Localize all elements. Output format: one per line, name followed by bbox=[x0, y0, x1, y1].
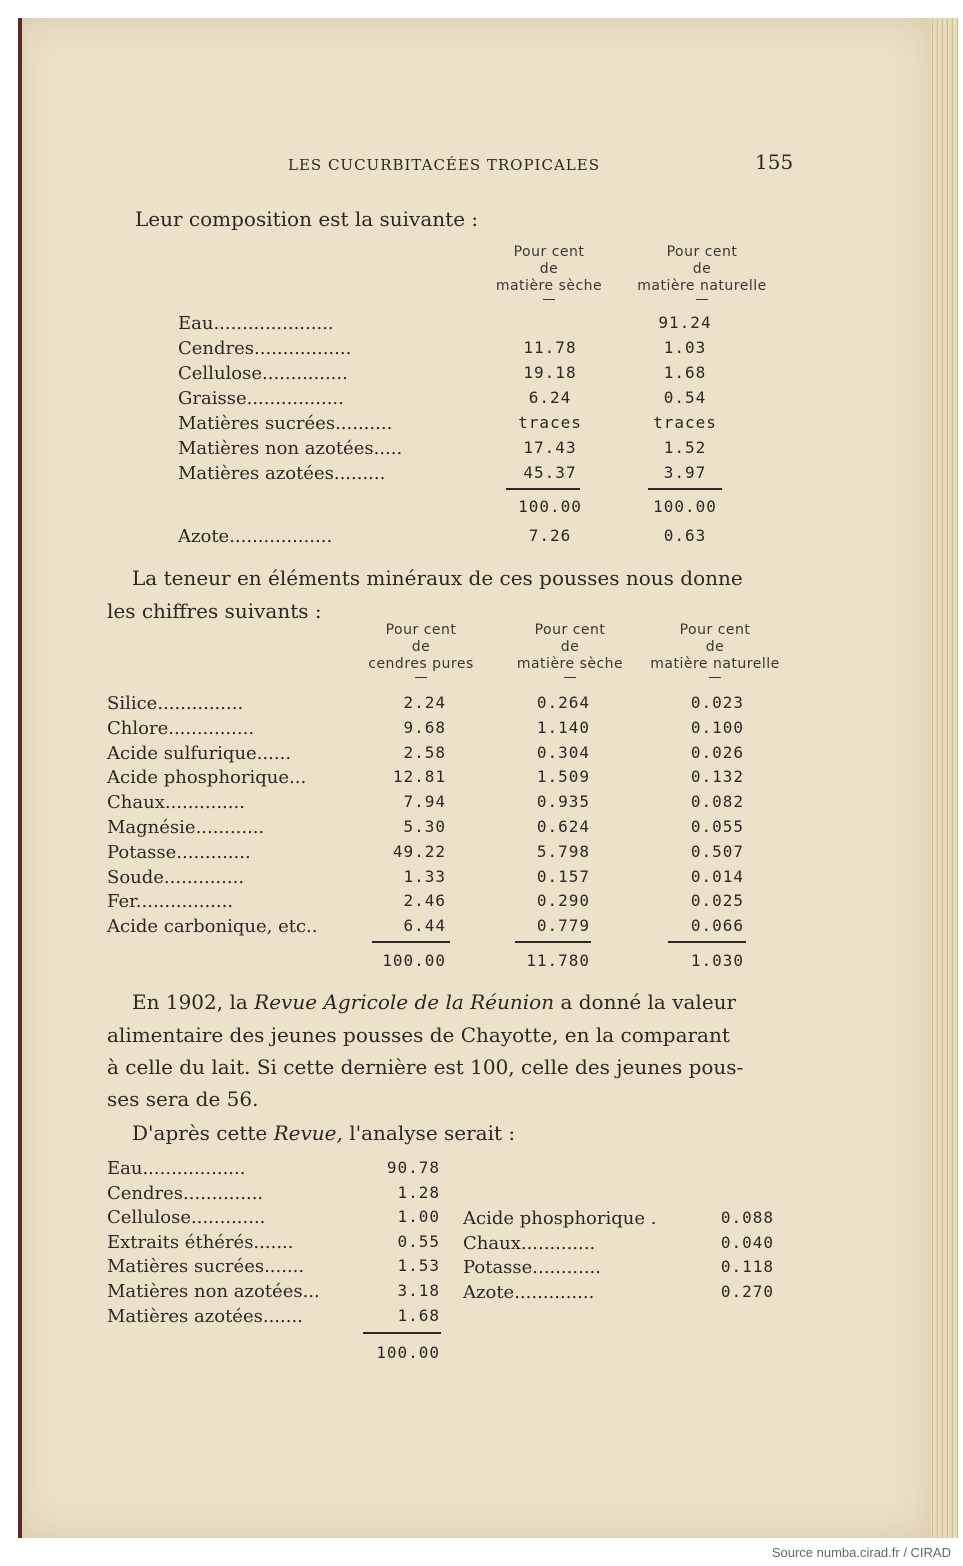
row-label: Matières azotées......... bbox=[178, 463, 386, 484]
total-value: 100.00 bbox=[376, 1343, 440, 1362]
cell-natural-matter: 0.54 bbox=[663, 388, 707, 407]
row-label: Eau..................... bbox=[178, 313, 334, 334]
row-label: Extraits éthérés....... bbox=[107, 1231, 294, 1253]
column-header: matière sèche bbox=[516, 656, 624, 672]
cell-dry-matter: 19.18 bbox=[523, 363, 577, 382]
row-value: 0.088 bbox=[720, 1208, 774, 1227]
cell-dry-matter: 0.304 bbox=[536, 742, 590, 762]
header-dash bbox=[709, 677, 721, 678]
column-header: de bbox=[560, 639, 580, 655]
cell-natural-matter: 0.63 bbox=[663, 526, 707, 545]
row-label: Matières azotées....... bbox=[107, 1305, 303, 1327]
row-value: 1.68 bbox=[397, 1305, 440, 1325]
cell-natural-matter: 0.507 bbox=[690, 841, 744, 861]
total-rule bbox=[506, 488, 580, 490]
cell-dry-matter: 0.157 bbox=[536, 866, 590, 886]
cell-dry-matter: 17.43 bbox=[523, 438, 577, 457]
cell-pure-ash: 5.30 bbox=[403, 817, 446, 836]
cell-natural-matter: 0.055 bbox=[690, 817, 744, 836]
cell-dry-matter: 1.509 bbox=[536, 767, 590, 787]
column-header: Pour cent bbox=[666, 244, 738, 260]
header-dash bbox=[696, 299, 708, 300]
cell-natural-matter: 0.066 bbox=[690, 916, 744, 936]
column-header: Pour cent bbox=[513, 244, 585, 260]
row-label: Acide sulfurique...... bbox=[107, 742, 292, 764]
cell-dry-matter: 45.37 bbox=[523, 463, 577, 482]
cell-natural-matter: 1.03 bbox=[663, 338, 707, 357]
row-label: Potasse............. bbox=[107, 841, 251, 863]
column-header: Pour cent bbox=[679, 622, 751, 638]
running-title: LES CUCURBITACÉES TROPICALES bbox=[288, 156, 600, 174]
paragraph-line: à celle du lait. Si cette dernière est 100, celle des jeunes pous- bbox=[107, 1055, 744, 1079]
cell-dry-matter: 1.140 bbox=[536, 717, 590, 737]
cell-natural-matter: 1.52 bbox=[663, 438, 707, 457]
column-header: matière sèche bbox=[495, 278, 603, 294]
column-header: matière naturelle bbox=[650, 656, 780, 672]
header-dash bbox=[415, 677, 427, 678]
row-label: Magnésie............ bbox=[107, 817, 265, 838]
column-header: de bbox=[411, 639, 431, 655]
column-header: de bbox=[692, 261, 712, 277]
row-label: Cendres................. bbox=[178, 338, 352, 359]
cell-natural-matter: 0.082 bbox=[690, 792, 744, 812]
column-header: Pour cent bbox=[534, 622, 606, 638]
row-value: 90.78 bbox=[386, 1158, 440, 1177]
row-label: Eau.................. bbox=[107, 1158, 246, 1179]
page-stack-edge bbox=[930, 18, 958, 1538]
row-value: 1.00 bbox=[397, 1207, 440, 1227]
row-label: Graisse................. bbox=[178, 388, 344, 409]
row-label: Soude.............. bbox=[107, 866, 245, 888]
row-label: Cellulose............... bbox=[178, 363, 348, 384]
total-dry-matter: 100.00 bbox=[518, 497, 582, 516]
row-value: 0.55 bbox=[397, 1231, 440, 1251]
row-label: Fer................. bbox=[107, 891, 234, 913]
cell-dry-matter: 6.24 bbox=[528, 388, 572, 407]
row-label: Chaux............. bbox=[463, 1232, 596, 1254]
total-natural-matter: 100.00 bbox=[653, 497, 717, 516]
row-value: 1.53 bbox=[397, 1256, 440, 1276]
cell-dry-matter: 0.264 bbox=[536, 693, 590, 712]
cell-pure-ash: 2.58 bbox=[403, 742, 446, 762]
paragraph-line: D'après cette Revue, l'analyse serait : bbox=[132, 1121, 516, 1145]
cell-dry-matter: 7.26 bbox=[528, 526, 572, 545]
row-label: Matières sucrées.......... bbox=[178, 413, 393, 434]
paragraph-line: alimentaire des jeunes pousses de Chayotte, en la comparant bbox=[107, 1023, 730, 1047]
intro-text: Leur composition est la suivante : bbox=[135, 207, 479, 231]
cell-dry-matter: 5.798 bbox=[536, 841, 590, 861]
total-rule bbox=[372, 941, 450, 943]
column-header: Pour cent bbox=[385, 622, 457, 638]
total-rule bbox=[515, 941, 591, 943]
row-value: 1.28 bbox=[397, 1182, 440, 1202]
total-natural-matter: 1.030 bbox=[690, 951, 744, 970]
row-value: 0.118 bbox=[720, 1257, 774, 1277]
row-label: Chaux.............. bbox=[107, 792, 245, 814]
row-label: Matières non azotées... bbox=[107, 1281, 320, 1302]
total-rule bbox=[668, 941, 746, 943]
cell-natural-matter: 3.97 bbox=[663, 463, 707, 482]
cell-pure-ash: 6.44 bbox=[403, 916, 446, 936]
cell-natural-matter: 0.023 bbox=[690, 693, 744, 712]
cell-pure-ash: 7.94 bbox=[403, 792, 446, 812]
cell-natural-matter: 0.100 bbox=[690, 717, 744, 737]
total-rule bbox=[648, 488, 722, 490]
total-dry-matter: 11.780 bbox=[526, 951, 590, 970]
cell-natural-matter: 0.025 bbox=[690, 891, 744, 911]
cell-pure-ash: 49.22 bbox=[392, 841, 446, 861]
cell-natural-matter: 0.132 bbox=[690, 767, 744, 787]
paragraph-line: La teneur en éléments minéraux de ces pousses nous donne bbox=[132, 566, 743, 590]
row-value: 3.18 bbox=[397, 1281, 440, 1300]
total-rule bbox=[363, 1332, 441, 1334]
row-label: Chlore............... bbox=[107, 717, 255, 739]
paragraph-line: les chiffres suivants : bbox=[107, 599, 322, 623]
column-header: de bbox=[539, 261, 559, 277]
cell-natural-matter: traces bbox=[653, 413, 717, 432]
header-dash bbox=[543, 299, 555, 300]
column-header: cendres pures bbox=[368, 656, 474, 672]
row-label: Acide carbonique, etc.. bbox=[107, 916, 318, 938]
row-label: Acide phosphorique . bbox=[463, 1208, 657, 1229]
row-label: Matières sucrées....... bbox=[107, 1256, 305, 1278]
page-number: 155 bbox=[755, 150, 794, 174]
cell-natural-matter: 0.026 bbox=[690, 742, 744, 762]
row-label: Azote.............. bbox=[463, 1281, 595, 1303]
cell-dry-matter: traces bbox=[518, 413, 582, 432]
paragraph-line: En 1902, la Revue Agricole de la Réunion a donné la valeur bbox=[132, 990, 737, 1014]
cell-dry-matter: 0.624 bbox=[536, 817, 590, 836]
cell-pure-ash: 2.46 bbox=[403, 891, 446, 911]
cell-dry-matter: 0.779 bbox=[536, 916, 590, 936]
cell-dry-matter: 0.290 bbox=[536, 891, 590, 911]
row-label: Cendres.............. bbox=[107, 1182, 264, 1204]
page-binding-edge bbox=[18, 18, 22, 1538]
cell-dry-matter: 0.935 bbox=[536, 792, 590, 812]
row-label: Azote.................. bbox=[178, 526, 333, 547]
header-dash bbox=[564, 677, 576, 678]
row-label: Silice............... bbox=[107, 693, 244, 714]
row-label: Matières non azotées..... bbox=[178, 438, 403, 459]
cell-dry-matter: 11.78 bbox=[523, 338, 577, 357]
cell-natural-matter: 0.014 bbox=[690, 866, 744, 886]
cell-pure-ash: 9.68 bbox=[403, 717, 446, 737]
cell-natural-matter: 1.68 bbox=[663, 363, 707, 382]
cell-natural-matter: 91.24 bbox=[658, 313, 712, 332]
cell-pure-ash: 2.24 bbox=[403, 693, 446, 712]
column-header: matière naturelle bbox=[637, 278, 767, 294]
row-label: Acide phosphorique... bbox=[107, 767, 307, 789]
column-header: de bbox=[705, 639, 725, 655]
row-value: 0.040 bbox=[720, 1232, 774, 1252]
row-value: 0.270 bbox=[720, 1281, 774, 1301]
row-label: Cellulose............. bbox=[107, 1207, 266, 1229]
cell-pure-ash: 1.33 bbox=[403, 866, 446, 886]
cell-pure-ash: 12.81 bbox=[392, 767, 446, 787]
source-credit: Source numba.cirad.fr / CIRAD bbox=[771, 1545, 951, 1560]
total-pure-ash: 100.00 bbox=[382, 951, 446, 970]
paragraph-line: ses sera de 56. bbox=[107, 1087, 259, 1111]
row-label: Potasse............ bbox=[463, 1257, 601, 1279]
